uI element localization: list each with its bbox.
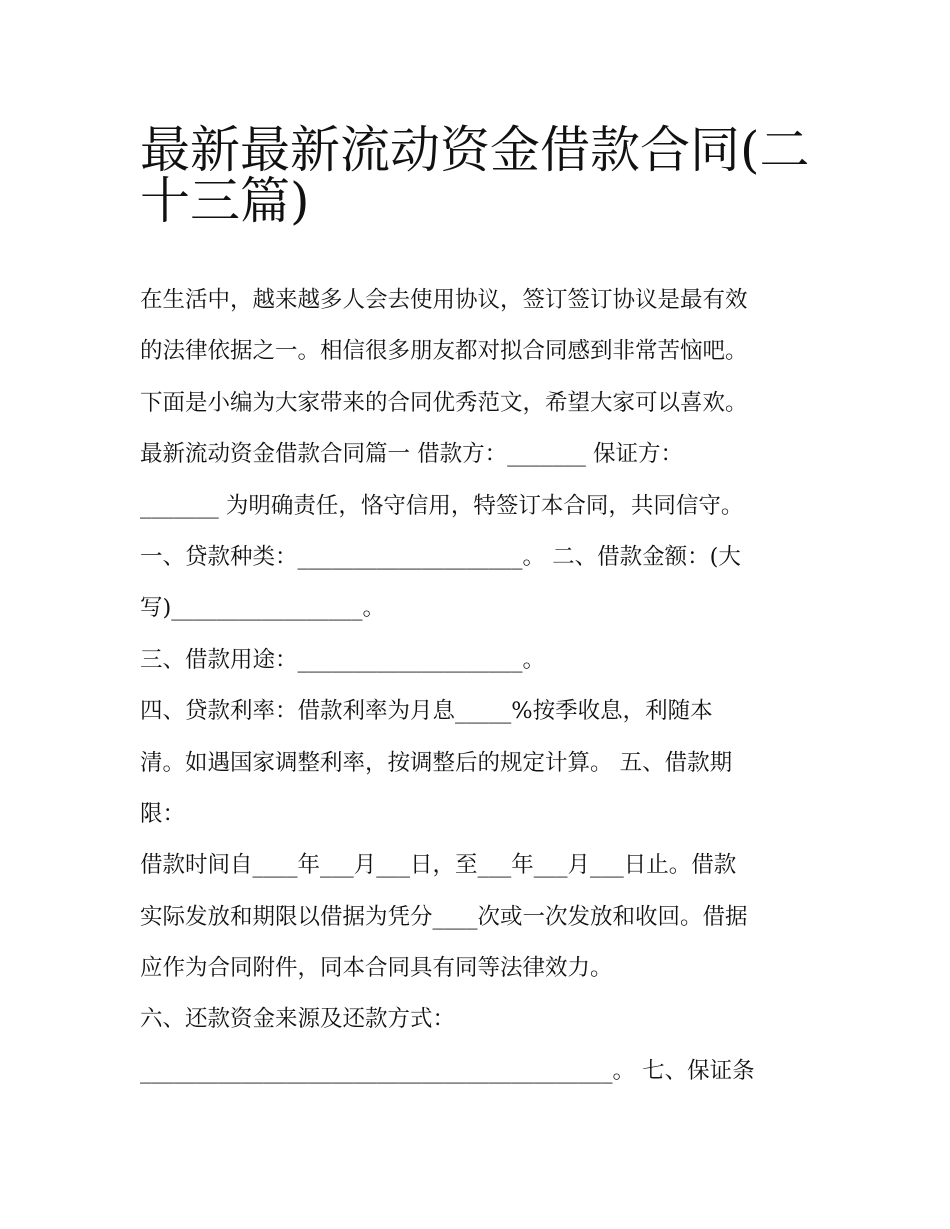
title-line: 十三篇) [140, 172, 310, 231]
document-body [140, 275, 820, 1097]
body-line: 借款时间自____年___月___日，至___年___月___日止。借款 [140, 852, 737, 879]
body-line: _______ 为明确责任，恪守信用，特签订本合同，共同信守。 [140, 492, 744, 519]
body-line: 在生活中，越来越多人会去使用协议，签订签订协议是最有效 [140, 287, 748, 313]
body-line: 一、贷款种类：____________________。 二、借款金额：(大 [140, 543, 741, 570]
body-line: 四、贷款利率：借款利率为月息_____%按季收息，利随本 [140, 698, 713, 725]
body-line: 六、还款资金来源及还款方式： [140, 1006, 456, 1033]
body-line: 写)_________________。 [140, 595, 386, 622]
body-line: 限： [140, 800, 186, 827]
body-line: 下面是小编为大家带来的合同优秀范文，希望大家可以喜欢。 [140, 389, 748, 416]
document-title [140, 112, 820, 231]
body-line: 清。如遇国家调整利率，按调整后的规定计算。 五、借款期 [140, 749, 733, 776]
title-line: 最新最新流动资金借款合同(二 [140, 121, 810, 179]
body-line: 最新流动资金借款合同篇一 借款方：_______ 保证方： [140, 441, 684, 468]
body-line: 的法律依据之一。相信很多朋友都对拟合同感到非常苦恼吧。 [140, 338, 748, 365]
body-line: __________________________________________。 七、保证条 [140, 1057, 755, 1084]
body-line: 应作为合同附件，同本合同具有同等法律效力。 [140, 955, 613, 982]
body-line: 实际发放和期限以借据为凭分____次或一次发放和收回。借据 [140, 903, 748, 930]
body-line: 三、借款用途：____________________。 [140, 646, 546, 673]
